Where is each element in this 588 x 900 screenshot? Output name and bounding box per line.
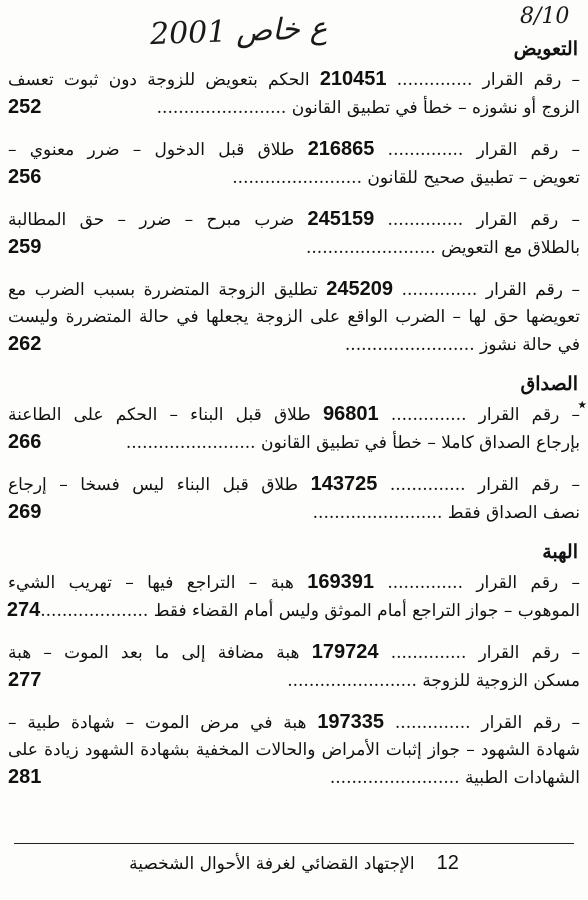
- decision-label: – رقم القرار: [478, 405, 580, 425]
- decision-subject: هبة – التراجع فيها – تهريب الشيء: [8, 573, 294, 593]
- leader-dots: ........................: [156, 98, 292, 118]
- index-entry: [8, 639, 580, 695]
- entry-last-text: تعويض – تطبيق صحيح للقانون: [367, 168, 580, 188]
- handwritten-corner-note: 8/10: [520, 4, 570, 29]
- entry-first-line: [8, 639, 580, 667]
- footer-rule: [14, 843, 574, 844]
- decision-number: 245209: [326, 278, 394, 300]
- entry-last-text-group: [287, 668, 580, 695]
- decision-subject: طلاق قبل البناء – الحكم على الطاعنة: [8, 405, 311, 425]
- entry-last-line: [8, 597, 580, 625]
- page-footer: [0, 852, 588, 875]
- decision-subject: تطليق الزوجة المتضررة بسبب الضرب مع: [8, 280, 318, 300]
- footer-title: الإجتهاد القضائي لغرفة الأحوال الشخصية: [129, 854, 415, 874]
- leader-dots: ..............: [374, 210, 477, 230]
- index-entry: [8, 709, 580, 792]
- index-section: [8, 38, 580, 359]
- index-entry: [8, 136, 580, 192]
- page-ref: 274: [6, 599, 41, 621]
- index-entry: [8, 206, 580, 262]
- page-ref: 256: [8, 166, 42, 188]
- decision-subject: طلاق قبل الدخول – ضرر معنوي –: [8, 140, 295, 160]
- page-ref: 252: [8, 96, 42, 118]
- entry-last-text: الشهادات الطبية: [464, 768, 580, 788]
- decision-label: – رقم القرار: [476, 573, 580, 593]
- leader-dots: ..............: [374, 140, 477, 160]
- decision-label: – رقم القرار: [476, 140, 580, 160]
- index-page: [6, 38, 586, 806]
- decision-number: 96801: [323, 403, 379, 425]
- entry-first-line: [8, 66, 580, 94]
- entry-last-text-group: [40, 598, 580, 625]
- decision-subject: الحكم بتعويض للزوجة دون ثبوت تعسف: [8, 70, 310, 90]
- entry-last-text-group: [306, 235, 580, 262]
- entry-first-line: [8, 471, 580, 499]
- entry-last-text-group: [157, 95, 580, 122]
- entry-last-text: مسكن الزوجية للزوجة: [422, 671, 580, 691]
- leader-dots: ..............: [378, 405, 479, 425]
- index-entry: [8, 397, 586, 457]
- index-entry: [8, 276, 580, 359]
- decision-label: – رقم القرار: [478, 475, 580, 495]
- index-entry: [8, 471, 580, 527]
- decision-label: – رقم القرار: [478, 643, 580, 663]
- entry-last-text-group: [313, 500, 580, 527]
- entry-first-line: [8, 569, 580, 597]
- entry-last-text-group: [345, 332, 580, 359]
- entry-last-text-group: [330, 765, 580, 792]
- entry-last-line: [8, 331, 580, 359]
- entry-last-text: الموهوب – جواز التراجع أمام الموثق وليس أمام القضاء فقط: [153, 601, 580, 621]
- decision-number: 197335: [317, 711, 385, 733]
- decision-number: 245159: [307, 208, 375, 230]
- decision-number: 143725: [310, 473, 378, 495]
- page-ref: 259: [8, 236, 42, 258]
- leader-dots: ....................: [40, 601, 154, 621]
- decision-label: – رقم القرار: [476, 210, 580, 230]
- entry-marker: ٭: [578, 397, 586, 413]
- section-title: التعويض: [513, 38, 578, 60]
- decision-subject: هبة مضافة إلى ما بعد الموت – هبة: [8, 643, 300, 663]
- leader-dots: ........................: [125, 433, 261, 453]
- page-ref: 281: [8, 766, 42, 788]
- leader-dots: ........................: [287, 671, 423, 691]
- leader-dots: ..............: [393, 280, 486, 300]
- index-entry: [8, 569, 580, 625]
- entry-last-text: الزوج أو نشوزه – خطأ في تطبيق القانون: [291, 98, 580, 118]
- section-title: الهبة: [542, 541, 578, 563]
- entry-last-line: [8, 429, 580, 457]
- entry-last-line: [8, 499, 580, 527]
- leader-dots: ..............: [384, 713, 482, 733]
- page-ref: 277: [8, 669, 42, 691]
- entry-last-text-group: [232, 165, 580, 192]
- leader-dots: ..............: [377, 475, 479, 495]
- leader-dots: ..............: [386, 70, 483, 90]
- decision-label: – رقم القرار: [485, 280, 580, 300]
- entry-last-text: بإرجاع الصداق كاملا – خطأ في تطبيق القانون: [260, 433, 580, 453]
- index-section: [8, 541, 580, 792]
- section-title: الصداق: [520, 373, 578, 395]
- entry-first-line: [8, 709, 580, 737]
- entry-first-line: [8, 401, 580, 429]
- page-ref: 262: [8, 333, 42, 355]
- decision-subject: هبة في مرض الموت – شهادة طبية –: [8, 713, 307, 733]
- entry-continuation-line: تعويضها حق لها – الضرب الواقع على الزوجة يجعلها في حالة المتضررة وليست: [8, 307, 580, 327]
- leader-dots: ........................: [312, 503, 448, 523]
- entry-last-text: نصف الصداق فقط: [447, 503, 580, 523]
- leader-dots: ........................: [344, 335, 481, 355]
- entry-first-line: [8, 276, 580, 304]
- entry-last-text: بالطلاق مع التعويض: [441, 238, 580, 258]
- entry-last-line: [8, 234, 580, 262]
- entry-last-text-group: [126, 430, 580, 457]
- entry-last-text: في حالة نشوز: [480, 335, 580, 355]
- index-entry: [8, 66, 580, 122]
- decision-label: – رقم القرار: [482, 70, 580, 90]
- decision-number: 179724: [311, 641, 379, 663]
- page-ref: 269: [8, 501, 42, 523]
- decision-subject: طلاق قبل البناء ليس فسخا – إرجاع: [8, 475, 299, 495]
- entry-last-line: [8, 764, 580, 792]
- entry-continuation-line: شهادة الشهود – جواز إثبات الأمراض والحالات المخفية بشهادة الشهود زيادة على: [8, 740, 580, 760]
- entry-last-line: [8, 94, 580, 122]
- decision-number: 216865: [307, 138, 375, 160]
- entry-last-line: [8, 164, 580, 192]
- leader-dots: ........................: [305, 238, 442, 258]
- page-ref: 266: [8, 431, 42, 453]
- entry-first-line: [8, 206, 580, 234]
- leader-dots: ........................: [232, 168, 368, 188]
- leader-dots: ..............: [373, 573, 477, 593]
- entry-first-line: [8, 136, 580, 164]
- decision-number: 210451: [319, 68, 387, 90]
- handwritten-date-note: 2001 ع خاص: [149, 10, 328, 53]
- leader-dots: ........................: [329, 768, 465, 788]
- leader-dots: ..............: [378, 643, 479, 663]
- index-section: [8, 373, 586, 527]
- decision-number: 169391: [307, 571, 374, 593]
- decision-label: – رقم القرار: [481, 713, 580, 733]
- decision-subject: ضرب مبرح – ضرر – حق المطالبة: [8, 210, 295, 230]
- page-number: 12: [436, 852, 459, 874]
- entry-last-line: [8, 667, 580, 695]
